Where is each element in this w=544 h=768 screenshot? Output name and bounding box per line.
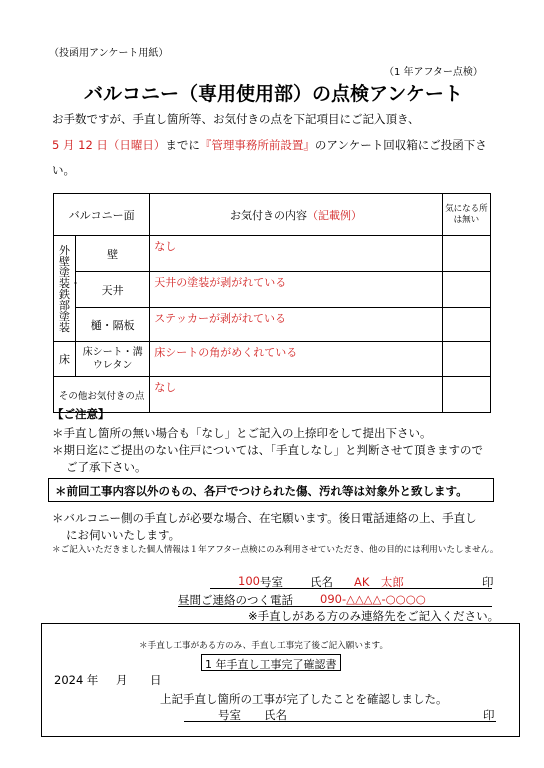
exclusion-box xyxy=(48,478,494,502)
completion-year: 2024 年 xyxy=(54,673,99,687)
collection-place: 『管理事務所前設置』 xyxy=(199,138,315,152)
page-title: バルコニー（専用使用部）の点検アンケート xyxy=(84,83,463,105)
none-checkbox[interactable] xyxy=(442,308,490,342)
row-item: 樋・隔板 xyxy=(76,308,150,342)
subtitle: （1 年アフター点検） xyxy=(384,67,483,78)
completion-note: ＊手直し工事がある方のみ、手直し工事完了後ご記入願います。 xyxy=(139,641,389,651)
name-label: 氏名 xyxy=(310,575,333,589)
completion-statement: 上記手直し箇所の工事が完了したことを確認しました。 xyxy=(160,692,448,706)
completion-day: 日 xyxy=(150,673,162,687)
row-item-other: その他お気付きの点 xyxy=(54,377,150,413)
completion-room-label: 号室 xyxy=(218,708,241,722)
table-row xyxy=(54,377,491,413)
completion-sign-line xyxy=(184,721,496,722)
phone-label: 昼間ご連絡のつく電話 xyxy=(178,593,293,607)
none-checkbox[interactable] xyxy=(442,342,490,377)
group-floor: 床 xyxy=(54,342,76,377)
completion-name-label: 氏名 xyxy=(264,708,287,722)
group-exterior: 外壁塗装・鉄部塗装 xyxy=(54,236,76,342)
seal-mark: 印 xyxy=(482,575,494,589)
room-number-input[interactable]: 100 xyxy=(238,574,260,588)
completion-title-box xyxy=(201,654,341,671)
note-4: ＊ご記入いただきました個人情報は１年アフター点検にのみ利用させていただき、他の目的には利用いたしません。 xyxy=(52,545,499,555)
survey-table xyxy=(53,193,491,413)
table-row xyxy=(54,272,491,308)
intro-line-1: お手数ですが、手直し箇所等、お気付きの点を下記項目にご記入頂き、 xyxy=(52,112,420,126)
form-tag: （投函用アンケート用紙） xyxy=(49,48,169,59)
note-2b: ご了承下さい。 xyxy=(66,460,147,474)
header-none: 気になる所は無い xyxy=(442,194,490,236)
name-underline xyxy=(210,588,492,589)
deadline-date: 5 月 12 日（日曜日） xyxy=(52,138,166,152)
row-note-input[interactable]: ステッカーが剥がれている xyxy=(150,308,443,342)
completion-seal: 印 xyxy=(483,708,495,722)
note-1: ＊手直し箇所の無い場合も「なし」とご記入の上捺印をして提出下さい。 xyxy=(52,426,432,440)
table-row xyxy=(54,342,491,377)
phone-input[interactable]: 090-△△△△-○○○○ xyxy=(320,592,426,606)
phone-underline xyxy=(178,606,492,607)
note-3a: ＊バルコニー側の手直しが必要な場合、在宅願います。後日電話連絡の上、手直し xyxy=(52,511,477,525)
intro-line-2: 5 月 12 日（日曜日）までに『管理事務所前設置』のアンケート回収箱にご投函下さ xyxy=(52,138,487,152)
completion-box xyxy=(41,623,520,737)
table-row xyxy=(54,236,491,272)
none-checkbox[interactable] xyxy=(442,236,490,272)
row-note-input[interactable]: 天井の塗装が剥がれている xyxy=(150,272,443,308)
intro-line-3: い。 xyxy=(52,163,75,177)
note-2a: ＊期日迄にご提出のない住戸については、「手直しなし」と判断させて頂きますので xyxy=(52,443,484,457)
row-item: 天井 xyxy=(76,272,150,308)
room-label: 号室 xyxy=(260,575,283,589)
table-header-row xyxy=(54,194,491,236)
exclusion-text: ＊前回工事内容以外のもの、各戸でつけられた傷、汚れ等は対象外と致します。 xyxy=(55,484,468,498)
note-3b: にお伺いいたします。 xyxy=(66,528,181,542)
table-row xyxy=(54,308,491,342)
row-item: 床シート・溝ウレタン xyxy=(76,342,150,377)
phone-note: ※手直しがある方のみ連絡先をご記入ください。 xyxy=(248,609,500,623)
row-note-input[interactable]: なし xyxy=(150,377,443,413)
notes-heading: 【ご注意】 xyxy=(52,407,110,421)
header-content: お気付きの内容（記載例） xyxy=(150,194,443,236)
row-note-input[interactable]: 床シートの角がめくれている xyxy=(150,342,443,377)
header-area: バルコニー面 xyxy=(54,194,150,236)
none-checkbox[interactable] xyxy=(442,377,490,413)
row-note-input[interactable]: なし xyxy=(150,236,443,272)
completion-month: 月 xyxy=(116,673,128,687)
name-input[interactable]: AK 太郎 xyxy=(354,575,404,589)
row-item: 壁 xyxy=(76,236,150,272)
completion-title: 1 年手直し工事完了確認書 xyxy=(205,658,337,671)
none-checkbox[interactable] xyxy=(442,272,490,308)
